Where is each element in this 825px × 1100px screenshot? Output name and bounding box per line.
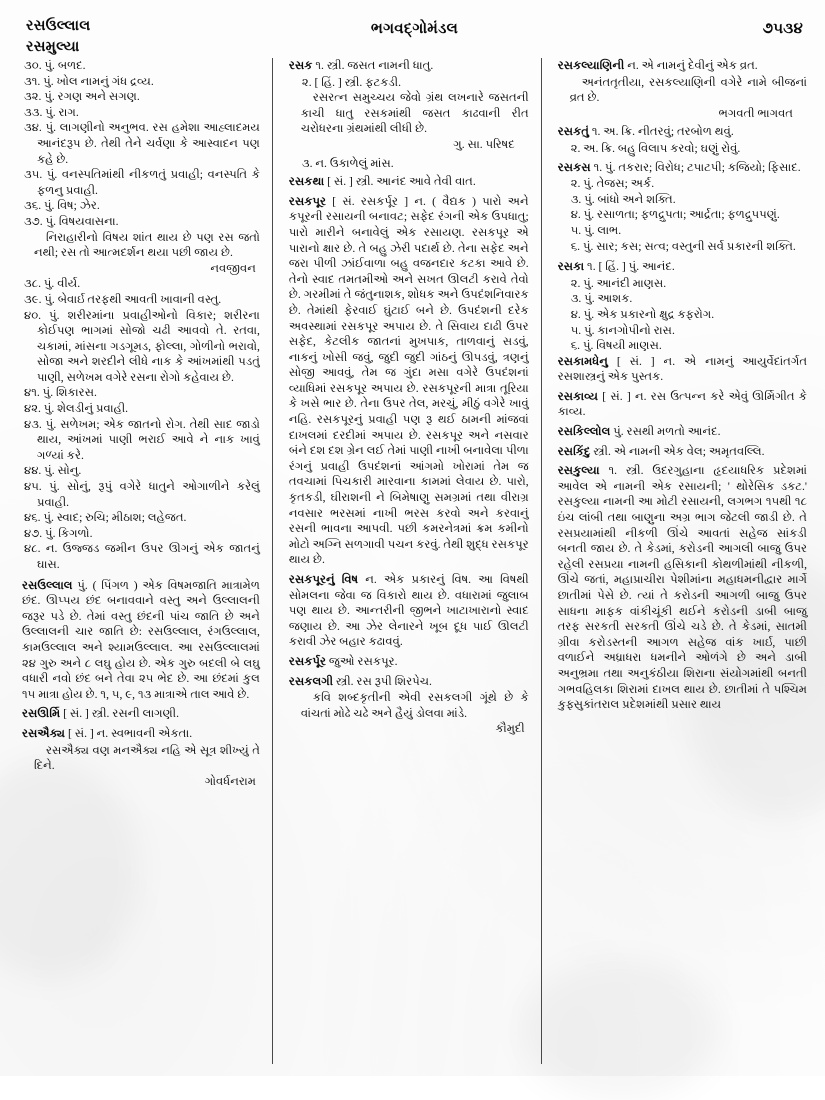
entry-headword: રસકા (557, 260, 585, 274)
quotation-attribution: ભગવતી ભાગવત (718, 106, 793, 120)
header-left-catchword (26, 18, 90, 56)
entry-grammar-note: [ સં. ] સ્ત્રી. (327, 175, 374, 189)
dictionary-entry-raskas (558, 160, 807, 176)
entry-definition: રસ ઉત્પન્ન કરે એવું ઊર્મિગીત કે કાવ્ય. (557, 389, 807, 419)
entry-sense-2: ૨. [ હિં. ] સ્ત્રી. ફટકડી. (301, 75, 401, 89)
sense-item: ૩૬. પું. વિષ; ઝેર. (24, 199, 100, 213)
entry-headword: રસક (288, 59, 313, 72)
sense-item: ૪૪. પું. સોનુ. (24, 464, 82, 478)
entry-grammar-note: સ્ત્રી. (335, 674, 354, 688)
entry-headword: રસકિંદુ (557, 444, 591, 458)
entry-definition: ઉદરગુહાના હૃદયાધરિક પ્રદેશમાં આવેલ એ નામની એક રસાયની; ' થોરેસિક ડકટ.' રસકુલ્યા નામની આ મોટી રસાયની, લગભગ ૧૫થી ૧૮ ઇંચ લાંબી તથા બાણુના અગ્ર ભાગ જેટલી જાડી છે. તે રસપ્રયામાંથી નીકળી ઊંચે આવતાં સહેજ સાંકડી બનતી જાય છે. તે કેડમાં, કરોડની આગલી બાજુ ઉપર રહેલી રસપ્રયા નામની હસિકાની કોથળીમાંથી નીકળી, ઊંચે જતાં, મહાપ્રાચીરા પેશીમાંના મહાધમનીદ્વાર માર્ગે છાતીમાં પેસે છે. ત્યાં તે કરોડની આગળી બાજુ ઉપર સાધના માફક વાંકીચૂંકી થઈને કરોડની ડાબી બાજુ તરફ સરકતી સરકતી ઊંચે ચડે છે. તે કેડમાં, સાતમી ગ્રીવા કરોડસ્તની આગળ સહેજ વાંક ખાર્ઇ, પાછી વળાઈને અધ્રાધરા ધમનીને ઓળંગે છે અને ડાબી અનુભ્રમા તથા અનુકંઠીયા શિરાના સંયોગમાંથી બનતી ગભવહિલકા શિરામાં દાખલ થાય છે. છાતીમાં તે પશ્ચિમ કુફ્સુકાંતરાલ પ્રદેશમાંથી પ્રસાર થાય (557, 464, 807, 712)
entry-sense-3: ૩. પું. બાંધો અને શક્તિ. (570, 192, 676, 206)
entry-sense-1: ૧. પું. તકરાર; વિરોધ; ટપાટપી; કજિયો; ફિસાદ. (593, 160, 801, 174)
quotation: રસઐક્ય વણ મનઐક્ય નહિ એ સૂત્ર શીખ્યું તે દિને. (34, 743, 260, 773)
entry-definition: એ નામનું આયુર્વેદાંતર્ગત રસશાસ્ત્રનું એક પુસ્તક. (557, 354, 808, 384)
entry-definition: એ નામની એક વેલ; અમૃતવલ્લિ. (613, 444, 765, 458)
entry-grammar-note: સ્ત્રી. (593, 444, 611, 458)
entry-definition: એક પ્રકારનું વિષ. આ વિષથી સોમલના જેવા જ વિકારો થાય છે. વધારામાં જુલાબ પણ થાય છે. આન્તરીની જીભને ખાટાખારાનો સ્વાદ જણાય છે. આ ઝેર લેનારને ખૂબ દૂધ પાઈ ઊલટી કરાવી ઝેર બહાર કઢાવવું. (288, 573, 529, 649)
entry-sense-5: ૫. પું. લાભ. (570, 223, 622, 237)
entry-grammar-note: પું. ( પિંગળ ) (77, 578, 138, 592)
sense-item: ૩૧. પું. ખોલ નામનું ગંધ દ્રવ્ય. (24, 74, 154, 88)
entry-headword: રસકામધેનુ (557, 354, 608, 368)
entry-headword: રસઐક્ય (22, 726, 66, 740)
entry-grammar-note: [ સં. ] ન. (602, 389, 647, 403)
entry-headword: રસકલગી (288, 674, 334, 688)
column-2 (275, 58, 539, 1064)
entry-definition: રસની લાગણી. (112, 707, 179, 721)
sense-item: ૩૮. પું. વીર્ય. (24, 277, 81, 291)
sense-item: ૩૫. પું. વનસ્પતિમાંથી નીકળતું પ્રવાહી; વનસ્પતિ કે ફળનુ પ્રવાહી. (24, 168, 260, 197)
sense-item: ૩૨. પું. રગણ અને સગણ. (24, 90, 140, 104)
entry-headword: રસઉલ્લાલ (22, 578, 73, 592)
dictionary-entry-raskavya (558, 389, 807, 420)
entry-definition: આનંદ આવે તેવી વાત. (376, 175, 476, 189)
entry-grammar-note: પું. (613, 425, 624, 439)
entry-grammar-note: ન. (365, 573, 377, 586)
entry-sense-3: ૩. પું. આશક. (570, 292, 633, 306)
entry-sense-2: ૨. પું. આનંદી માણસ. (570, 276, 667, 290)
entry-headword: રસકુલ્યા (557, 464, 600, 478)
dictionary-entry-rasurmi (22, 706, 260, 722)
entry-headword: રસકર્પૂર (288, 654, 326, 668)
entry-headword: રસઊર્મિ (22, 707, 61, 721)
entry-headword: રસકથા (288, 175, 325, 189)
sense-item: ૩૦. પું. બળદ. (24, 59, 86, 72)
entry-definition: રસ રૂપી શિરપેચ. (356, 674, 432, 688)
dictionary-entry-raskillol (558, 424, 807, 440)
entry-sense-5: ૫. પું. કાનગોપીનો રાસ. (570, 323, 675, 337)
entry-sense-2: ૨. પું. તેજસ; અર્ક. (570, 177, 655, 191)
entry-headword: રસકપૂર (288, 194, 326, 208)
column-divider-2 (541, 58, 542, 1064)
dictionary-entry-rasaikya (22, 726, 260, 742)
sense-item: ૪૫. પું. સોનું, રૂપું વગેરે ધાતુને ઓગાળીને કરેલું પ્રવાહી. (24, 480, 260, 509)
dictionary-entry-raskatha (289, 174, 529, 190)
dictionary-entry-raskulya (558, 463, 807, 713)
quotation-attribution: નવજીવન (210, 261, 256, 275)
sense-item: ૪૭. પું. કિગળો. (24, 526, 93, 540)
dictionary-entry-raskarpur (289, 654, 529, 670)
entry-grammar-note: [ સં. ] ન. (67, 726, 109, 740)
entry-definition: સ્વભાવની એકતા. (111, 726, 193, 740)
entry-headword: રસકલ્યાણિની (557, 59, 625, 72)
dictionary-entry-rasullal (22, 578, 260, 703)
dictionary-entry-rasak (289, 58, 529, 74)
sense-item: ૩૯. પું. બેવાર્ઇ તરફથી આવતી ખાવાની વસ્તુ. (24, 292, 222, 306)
entry-sense-3: ૩. ન. ઉકાળેલું માંસ. (301, 156, 394, 170)
dictionary-entry-raska (558, 259, 807, 275)
quotation-attribution: ગોવર્ધનરામ (204, 774, 256, 788)
entry-headword: રસકાવ્ય (557, 389, 599, 403)
entry-definition: એ નામનું દેવીનું એક વ્રત. (641, 59, 758, 72)
entry-crossref: જુઓ રસકપૂર. (328, 654, 398, 668)
sense-item: ૪૬. પું. સ્વાદ; રુચિ; મીઠાશ; લહેજત. (24, 511, 187, 525)
quotation: અનંતતૃતીયા, રસકલ્યાણિની વગેરે નામે બીજનાં વ્રત છે. (569, 75, 807, 105)
dictionary-entry-raskindu (558, 444, 807, 460)
sense-item: ૪૩. પું. સળેખમ; એક જાતનો રોગ. તેથી સાદ જાડો થાય, આંખમાં પાણી ભરાઈ આવે ને નાક ખાવું ગળ્યાં કરે. (24, 417, 260, 462)
dictionary-entry-raskalagi (289, 674, 529, 690)
column-divider-1 (272, 58, 273, 1064)
entry-sense-6: ૬. પું. સાર; કસ; સત્વ; વસ્તુની સર્વ પ્રકારની શક્તિ. (570, 239, 796, 253)
header-catchword-second: રસમુલ્યા (26, 39, 80, 55)
quotation: નિરાહારીનો વિષય શાંત થાય છે પણ રસ જતો નથી; રસ તો આત્મદર્શન થયા પછી જાય છે. (34, 230, 260, 260)
entry-headword: રસકિલ્લોલ (557, 425, 611, 439)
sense-item: ૪૨. પું. શેલડીનું પ્રવાહી. (24, 402, 129, 416)
quotation-attribution: કૌમુદી (495, 722, 525, 736)
dictionary-entry-raskamdhenu (558, 354, 807, 385)
entry-headword: રસકતું (557, 125, 589, 139)
entry-sense-4: ૪. પું. એક પ્રકારનો ક્ષુદ્ર કફરોગ. (570, 307, 715, 321)
sense-item: ૪૧. પું. શિકારસ. (24, 386, 97, 400)
page-header (26, 18, 803, 62)
header-catchword-first: રસઉલ્લાલ (26, 18, 91, 34)
entry-definition: રસથી મળતો આનંદ. (626, 425, 721, 439)
entry-sense-4: ૪. પું. રસાળતા; ફળદ્રુપતા; આર્દ્રતા; ફળદ્રુપપણું. (570, 208, 780, 222)
quotation: કવિ શબ્દકૃતીની એવી રસકલગી ગૂંથે છે કે વાંચતાં મોઢે ચઢે અને હૈયું ડોલવા માંડે. (300, 691, 529, 720)
page-number: ૭૫૩૪ (762, 21, 803, 37)
header-book-title: ભગવદ્ગોમંડલ (370, 21, 459, 37)
entry-sense-1: ૧. સ્ત્રી. જસત નામની ધાતુ. (315, 59, 434, 72)
entry-grammar-note: ૧. સ્ત્રી. (608, 464, 644, 478)
entry-headword: રસકપૂરનું વિષ (288, 573, 359, 586)
entry-headword: રસકસ (557, 160, 591, 174)
column-3 (544, 58, 807, 1064)
entry-sense-1: ૧. [ હિં. ] પું. આનંદ. (587, 260, 675, 274)
column-container (22, 58, 807, 1064)
dictionary-entry-raskapurnu-vish (289, 572, 529, 650)
entry-definition: પારો અને કપૂરની રસાયની બનાવટ; સફેદ રંગની એક ઉપધાતુ; પારો મારીને બનાવેલું એક રસાયણ. રસકપૂર એ પારાનો ક્ષાર છે. તે બહુ ઝેરી પદાર્થ છે. તેના સફેદ અને જરા પીળી ઝાંઈવાળા બહુ વજનદાર કટકા આવે છે. તેનો સ્વાદ તમતમીઓ અને સખત ઊલટી કરાવે તેવો છે. ગરમીમાં તે જંતુનાશક, શોધક અને ઉપદંશનિવારક છે. તેમાંથી ફેરવાઈ ઘુંટાઈ બને છે. ઉપદંશની દરેક અવસ્થામાં રસકપૂર અપાય છે. તે સિવાય દાઢી ઉપર સફેદ, કેટલીક જાતનાં મુખપાક, તાળવાનું સડવું, નાકનું ખોસી જવું, જુદી જુદી ગાંઠનું ઊપડવું, ત્રણનું સોજી આવવું, તેમ જ ગુંદા મસા વગેરે ઉપદંશનાં વ્યાધિમાં રસકપૂર અપાય છે. રસકપૂરની માત્રા તૂરિયા કે ખસે ભાર છે. તેના ઉપર તેલ, મરચું, મીઠું વગેરે ખાવું નહિ. રસકપૂરનું પ્રવાહી પણ રૂ થઈ ઠામની માંજવાં દાખલમાં દરદીમાં અપાય છે. રસકપૂર અને નસવાર બંને દશ દશ ગ્રેન લઈ તેમાં પાણી નાખી બનાવેલા પીળા રંગનું પ્રવાહી ઉપદંશનાં આંગમો ખોરામાં તેમ જ તવચામાં પિચકારી મારવાના કામમાં લેવાય છે. પારો, કૃતકડી, ઘીરાશની ને બિમેષાણુ સમગ્રમાં તથા વીરાગ્ર નવસાર ભરસમાં નાખી ભરસ કરવો અને કરવાનું રસની ભાવના આપવી. પછી કમરનેત્રમાં ક્રમ કમીનો મોટો અગ્નિ સળગાવી પચન કરવું. તેથી શુદ્ધ રસકપૂર થાય છે. (288, 194, 529, 567)
sense-item: ૩૩. પું. રાગ. (24, 105, 79, 119)
entry-grammar-note: [ સં. રસકર્પૂર ] ન. ( વૈદ્યક ) (332, 194, 477, 208)
sense-item: ૩૭. પું. વિષયવાસના. (24, 214, 119, 228)
dictionary-entry-raskapur (289, 194, 529, 568)
entry-grammar-note: [ સં. ] ન. (616, 354, 676, 368)
entry-grammar-note: [ સં. ] સ્ત્રી. (63, 707, 110, 721)
quotation: રસરત્ન સમુચ્ચય જેવો ગ્રંથ લખનારે જસતની કાચી ધાતુ રસકમાંથી જસત કાઢવાની રીત ચરોધરના ગ્રંથમાંથી લીધી છે. (300, 91, 529, 136)
entry-sense-6: ૬. પું. વિષયી માણસ. (570, 339, 662, 353)
column-1 (22, 58, 270, 1064)
dictionary-entry-raskatu (558, 124, 807, 140)
entry-sense-1: ૧. અ. ક્રિ. નીતરવું; તરબોળ થવું. (591, 125, 734, 139)
entry-sense-2: ૨. અ. ક્રિ. બહુ વિલાપ કરવો; ઘણું રોવું. (570, 141, 741, 155)
dictionary-entry-raskalyani (558, 58, 807, 74)
sense-item: ૪૦. પું. શરીરમાંના પ્રવાહીઓનો વિકાર; શરીરના કોઈપણ ભાગમાં સોજો ચઢી આવવો તે. રતવા, ચકામાં, માંસના ગડગૂમડ, ફોલ્લા, ગોળીનો ભરાવો, સોજા અને શરદીને લીધે નાક કે આંખમાંથી પડતું પાણી, સળેખમ વગેરે રસના રોગો કહેવાય છે. (24, 308, 260, 384)
sense-item: ૪૮. ન. ઉજ્જડ જમીન ઉપર ઊગનું એક જાતનું ઘાસ. (24, 542, 260, 571)
quotation-attribution: ગુ. સા. પરિષદ (453, 137, 515, 151)
entry-grammar-note: ન. (627, 59, 639, 72)
entry-definition: એક વિષમજાતિ માત્રામેળ છંદ. ઊપ્પય છંદ બનાવવાને વસ્તુ અને ઉલ્લાલની જરૂર પડે છે. તેમાં વસ્તુ છંદની પાંચ જાતિ છે અને ઉલ્લાલની ચાર જાતિ છે: રસઉલ્લાલ, રંગઉલ્લાલ, કામઉલ્લાલ અને શ્યામઉલ્લાલ. આ રસઉલ્લાલમાં ૨૪ ગુરુ અને ૮ લઘુ હોય છે. એક ગુરુ બદલી બે લઘુ વધારી નવો છંદ બને તેવા ૨૫ ભેદ છે. આ છંદમાં કુલ ૧૫ માત્રા હોય છે. ૧, ૫, ૯, ૧૩ માત્રાએ તાલ આવે છે. (22, 578, 260, 701)
sense-item: ૩૪. પું. લાગણીનો અનુભવ. રસ હમેશા આહ્લાદમય આનંદરૂપ છે. તેથી તેને ચર્વણા કે આસ્વાદન પણ કહે છે. (24, 121, 260, 166)
